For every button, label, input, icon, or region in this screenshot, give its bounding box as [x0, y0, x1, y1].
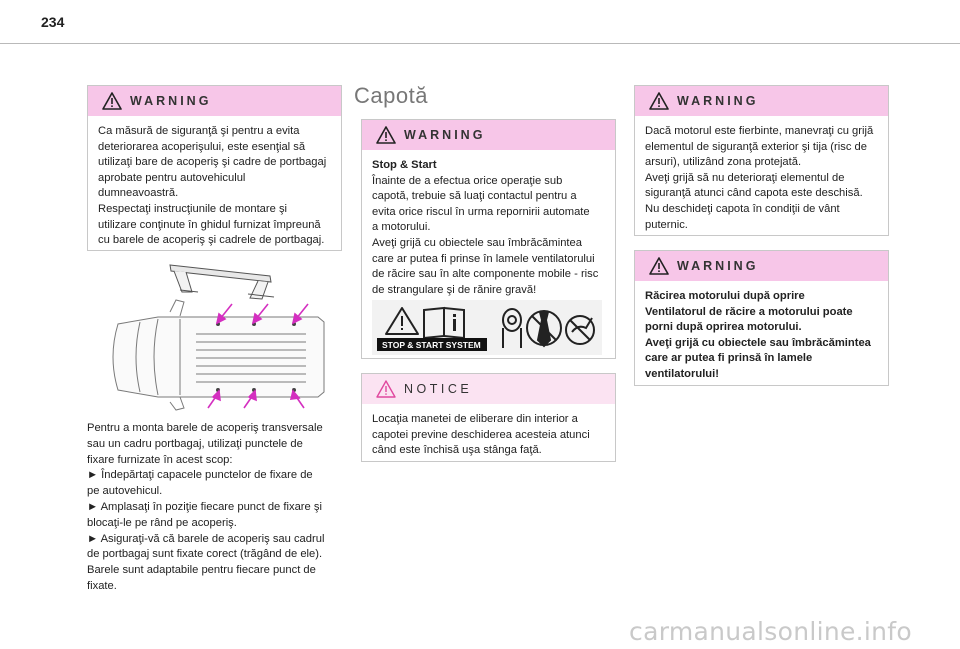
warning-header — [362, 120, 615, 150]
warning-header — [635, 86, 888, 116]
roof-bars-illustration — [98, 262, 330, 412]
warning-header — [635, 251, 888, 281]
roof-instructions: Pentru a monta barele de acoperiş transversale sau un cadru portbagaj, utilizaţi punctele de fixare furnizate în acest scop: ► Îndepărtaţi capacele punctelor de fixare de pe autovehicul. ► Amplasaţi în poziţie fiecare punct de fixare şi blocaţi-le pe rând pe acoperiş. ► Asiguraţi-vă că barele de acoperiş sau cadrul de portbagaj sunt fixate corect (trăgând de ele). Barele sunt adaptabile pentru fiecare punct de fixate. — [87, 422, 325, 592]
warning-title: WARNING — [130, 94, 212, 108]
notice-header — [362, 374, 615, 404]
notice-box-hood — [361, 373, 616, 462]
notice-hood-text: Locaţia manetei de eliberare din interior a capotei previne deschiderea acesteia atunci când este închisă uşa stânga faţă. — [372, 413, 590, 457]
watermark: carmanualsonline.info — [629, 617, 912, 646]
warning-triangle-icon — [102, 92, 122, 110]
notice-title: NOTICE — [404, 382, 473, 396]
warning-title: WARNING — [677, 259, 759, 273]
warning-triangle-icon — [649, 257, 669, 275]
stopstart-heading: Stop & Start — [372, 159, 437, 171]
warning-box-hot-engine — [634, 85, 889, 236]
warning-fan-text: Răcirea motorului după oprire Ventilatorul de răcire a motorului poate porni după oprirea motorului. Aveţi grijă cu obiectele sau îmbrăcămintea care ar putea fi prinsă în lamele ventilatorului! — [645, 290, 871, 380]
warning-triangle-icon — [649, 92, 669, 110]
warning-box-fan — [634, 250, 889, 386]
warning-roof-text: Ca măsură de siguranţă şi pentru a evita deteriorarea acoperişului, este esenţial să utilizaţi bare de acoperiş şi cadre de portbagaj aprobate pentru autovehiculul dumneavoastră. Respectaţi instrucţiunile de montare şi utilizare conţinute în ghidul furnizat împreună cu barele de acoperiş şi cadrele de portbagaj. — [98, 125, 327, 247]
warning-hot-engine-text: Dacă motorul este fierbinte, manevraţi cu grijă elementul de siguranţă exterior şi tija (risc de arsuri), utilizând zona protejată. Aveţi grijă să nu deterioraţi elementul de siguranţă atunci când capota este deschisă. Nu deschideţi capota în condiţii de vânt puternic. — [645, 125, 874, 231]
roof-bar-drawing — [170, 265, 274, 299]
page-number: 234 — [41, 14, 65, 30]
top-divider — [0, 43, 960, 44]
warning-triangle-icon — [376, 126, 396, 144]
notice-triangle-icon — [376, 380, 396, 398]
stop-start-pictograms — [372, 300, 602, 355]
warning-title: WARNING — [677, 94, 759, 108]
warning-box-roof — [87, 85, 342, 251]
warning-title: WARNING — [404, 128, 486, 142]
warning-header — [88, 86, 341, 116]
section-title: Capotă — [354, 83, 428, 108]
stop-start-label: STOP & START SYSTEM — [382, 340, 481, 350]
warning-stopstart-text: Înainte de a efectua orice operaţie sub capotă, trebuie să luaţi contactul pentru a evita orice riscul în urma repornirii automate a motorului. Aveţi grijă cu obiectele sau îmbrăcămintea care ar putea fi prinse în lamele ventilatorului de răcire sau în alte componente mobile - risc de strangulare şi de rănire gravă! — [372, 174, 599, 296]
